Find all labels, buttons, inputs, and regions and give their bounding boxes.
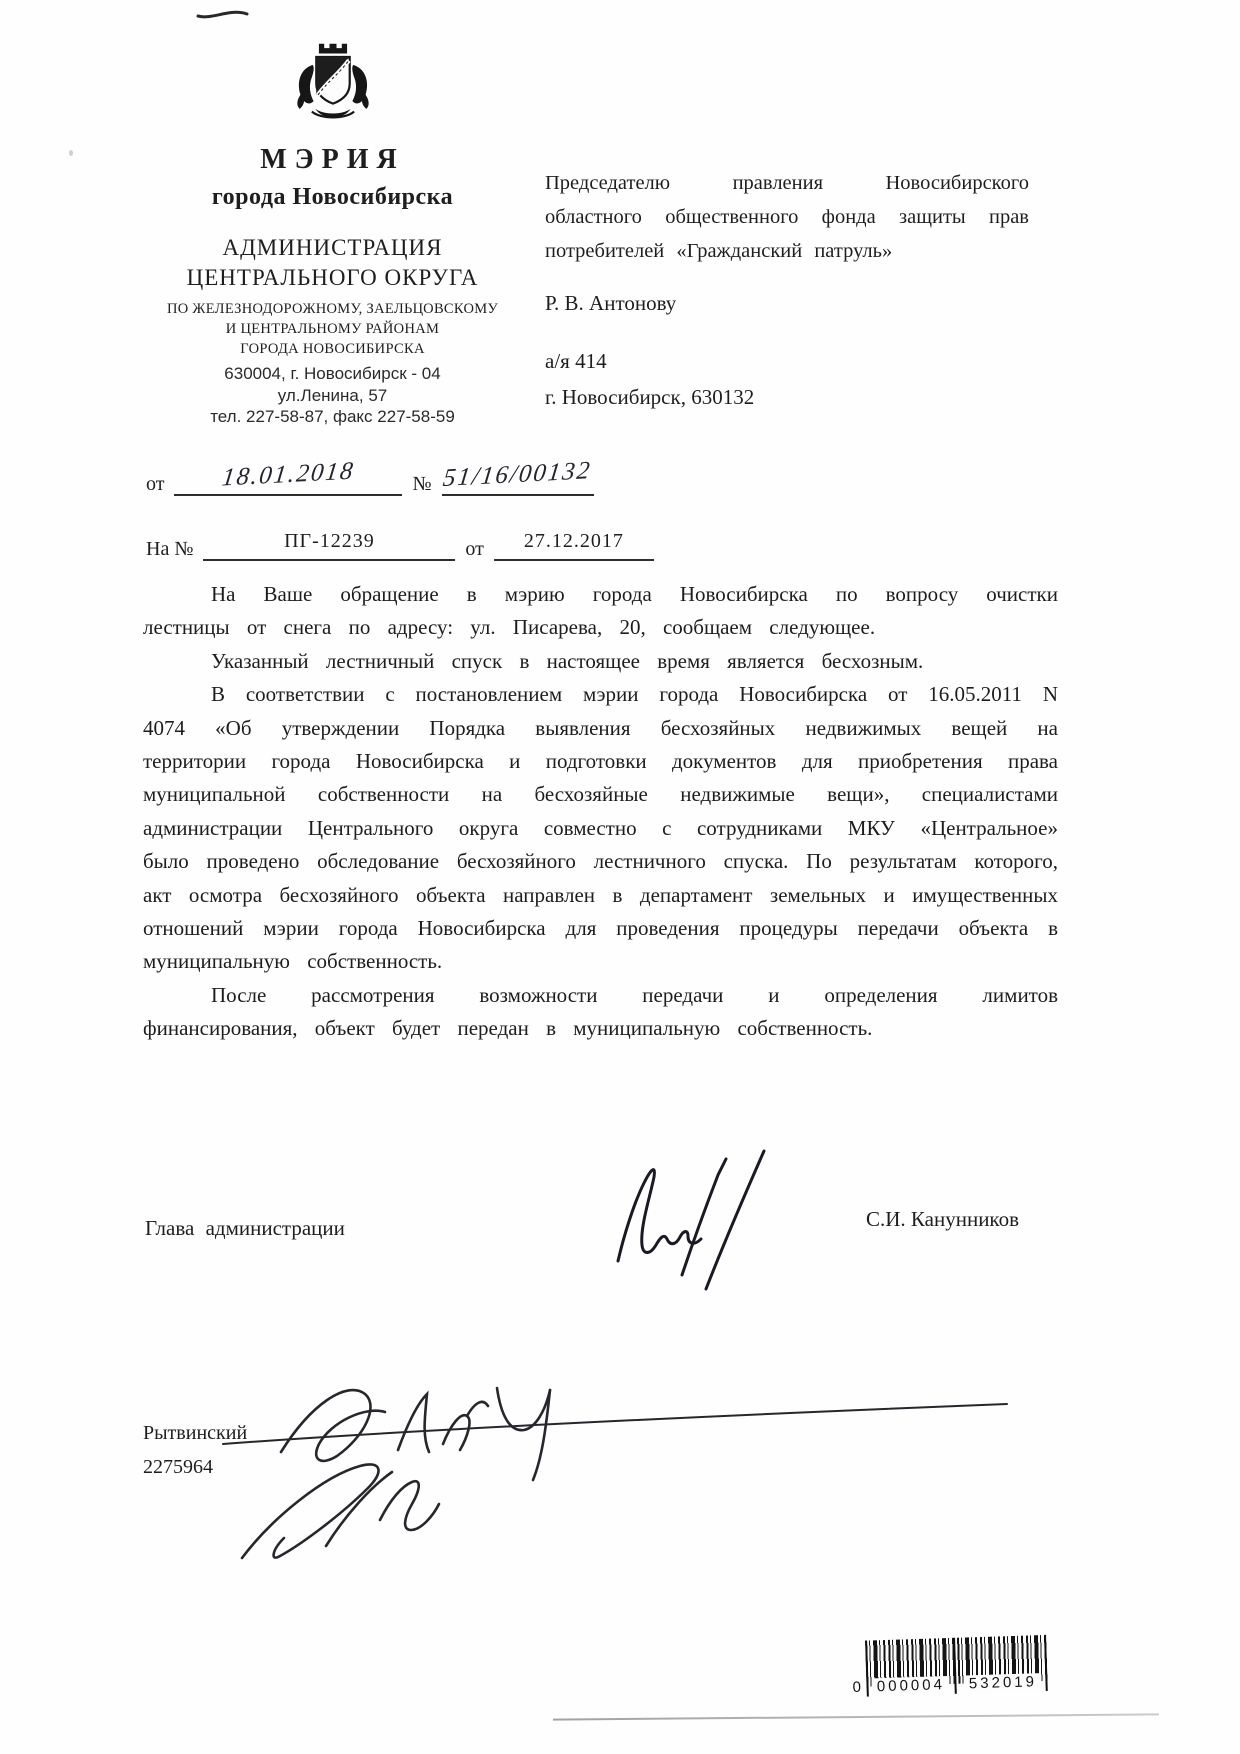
barcode-digit-left: 0 [852, 1678, 862, 1697]
outgoing-ref-row [146, 457, 594, 496]
scan-artifact-dot [69, 150, 73, 156]
districts-line3: ГОРОДА НОВОСИБИРСКА [240, 341, 425, 357]
reply-ref-row [146, 527, 654, 561]
reply-label: На № [146, 538, 194, 560]
addressee-name: Р. В. Антонову [545, 291, 677, 315]
scan-artifact-mark [196, 5, 250, 21]
executor-phone: 2275964 [143, 1456, 213, 1478]
signatory-name: С.И. Канунников [866, 1207, 1019, 1231]
dept-line1: АДМИНИСТРАЦИЯ [222, 235, 443, 260]
org-name-line2: города Новосибирска [211, 184, 454, 210]
reply-number: ПГ-12239 [284, 530, 375, 552]
addressee-po-box: а/я 414 [545, 349, 607, 373]
novosibirsk-coat-of-arms-icon [287, 42, 379, 130]
signatory-title: Глава администрации [145, 1216, 345, 1240]
addressee-position: Председателю правления Новосибирского областного общественного фонда защиты прав потребителей «Гражданский патруль» [545, 172, 1029, 262]
body-paragraph: На Ваше обращение в мэрию города Новосибирска по вопросу очистки лестницы от снега по адресу: ул. Писарева, 20, сообщаем следующее. [143, 582, 1058, 640]
letter-body [143, 578, 1058, 1046]
reply-date-label: от [465, 538, 484, 560]
kanunnikov-signature [590, 1143, 770, 1293]
barcode [849, 1635, 1049, 1701]
letterhead-street: ул.Ленина, 57 [277, 385, 388, 405]
number-label: № [412, 473, 432, 495]
barcode-digits-group2: 532019 [965, 1673, 1042, 1692]
handwritten-number: 51/16/00132 [441, 457, 594, 492]
handwritten-date: 18.01.2018 [220, 457, 357, 492]
executor-name: Рытвинский [143, 1422, 248, 1444]
reply-date: 27.12.2017 [523, 530, 624, 552]
body-paragraph: В соответствии с постановлением мэрии города Новосибирска от 16.05.2011 N 4074 «Об утверждении Порядка выявления бесхозяйных недвижимых вещей на территории города Новосибирска и подготовки документов для приобретения права муниципальной собственности на бесхозяйные недвижимые вещи», специалистами администрации Центрального округа совместно с сотрудниками МКУ «Центральное» было проведено обследование бесхозяйного лестничного спуска. По результатам которого, акт осмотра бесхозяйного объекта направлен в департамент земельных и имущественных отношений мэрии города Новосибирска для проведения процедуры передачи объекта в муниципальную собственность. [143, 682, 1058, 974]
scan-artifact-line [553, 1713, 1159, 1720]
barcode-digits-group1: 000004 [873, 1676, 950, 1695]
date-label: от [146, 473, 165, 495]
rytvinsky-signature-2 [230, 1458, 520, 1573]
org-name-line1: МЭРИЯ [260, 144, 405, 175]
body-paragraph: Указанный лестничный спуск в настоящее время является бесхозным. [211, 648, 924, 673]
addressee-city: г. Новосибирск, 630132 [545, 385, 755, 409]
body-paragraph: После рассмотрения возможности передачи и определения лимитов финансирования, объект будет передан в муниципальную собственность. [143, 982, 1058, 1041]
letterhead-postal: 630004, г. Новосибирск - 04 [224, 364, 441, 383]
letterhead-phone: тел. 227-58-87, факс 227-58-59 [210, 407, 455, 426]
districts-line2: И ЦЕНТРАЛЬНОМУ РАЙОНАМ [225, 321, 440, 337]
letterhead [115, 42, 550, 428]
dept-line2: ЦЕНТРАЛЬНОГО ОКРУГА [186, 265, 479, 290]
districts-line1: ПО ЖЕЛЕЗНОДОРОЖНОМУ, ЗАЕЛЬЦОВСКОМУ [166, 301, 499, 317]
